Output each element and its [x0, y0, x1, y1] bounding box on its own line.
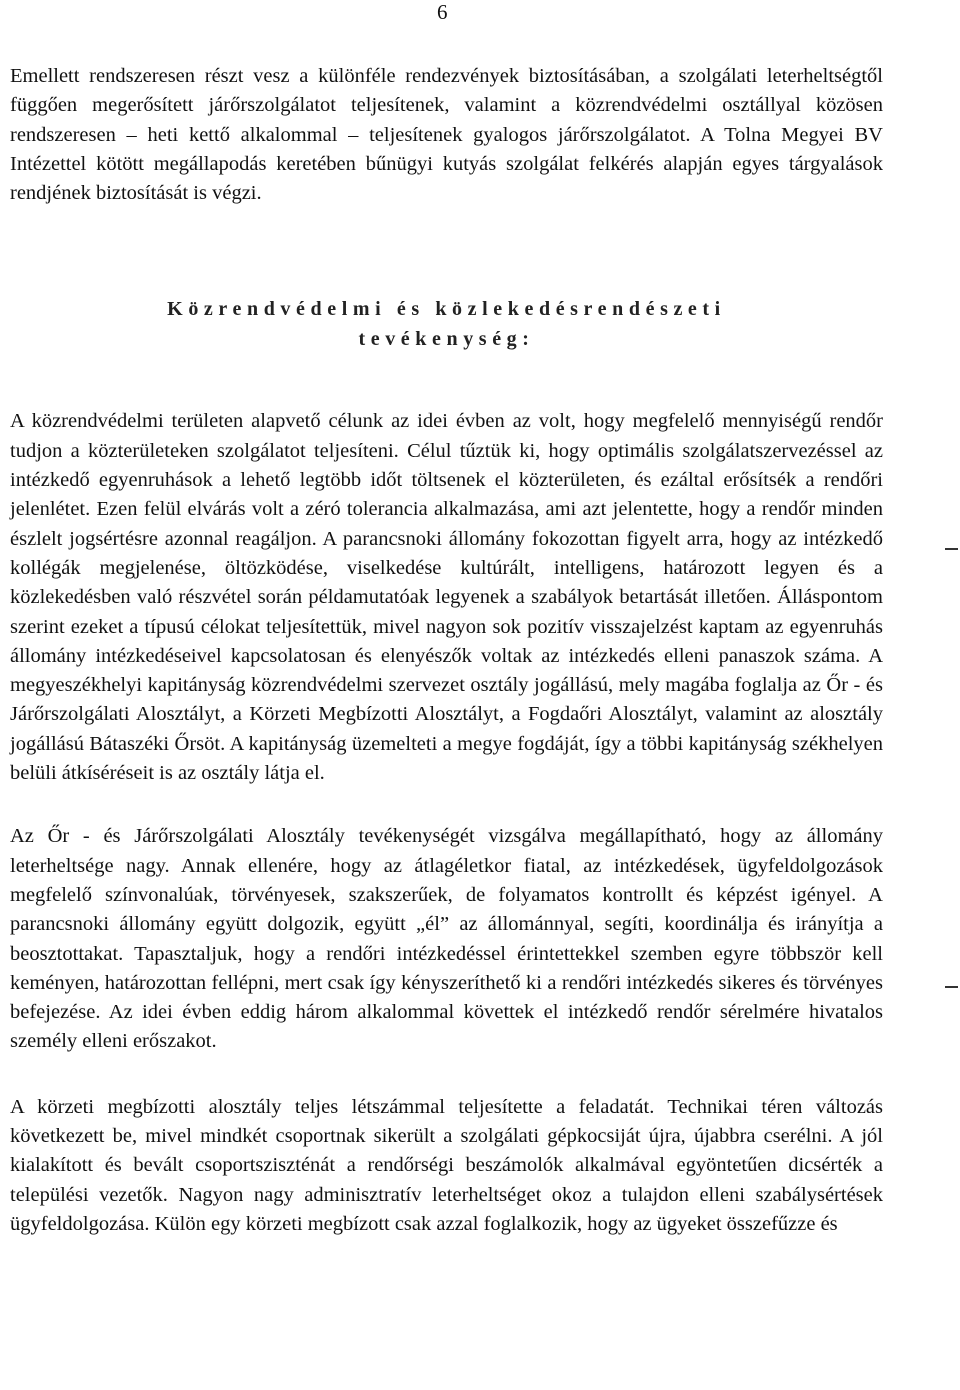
document-body — [10, 62, 883, 1239]
section-heading-line-2: tevékenység: — [358, 328, 535, 351]
section-heading-line-1: Közrendvédelmi és közlekedésrendészeti — [167, 298, 726, 321]
page-number: 6 — [437, 0, 448, 24]
paragraph-public-order-goals: A közrendvédelmi területen alapvető célunk az idei évben az volt, hogy megfelelő mennyiségű rendőr tudjon a közterületeken szolgálatot teljesíteni. Célul tűztük ki, hogy optimális szolgálatszervezéssel az intézkedő egyenruhások a lehető legtöbb időt töltsenek el közterületen, és ezáltal erősítsék a rendőri jelenlétet. Ezen felül elvárás volt a zéró tolerancia alkalmazása, ami azt jelentette, hogy a rendőr minden észlelt jogsértésre azonnal reagáljon. A parancsnoki állomány fokozottan figyelt arra, hogy az intézkedő kollégák megjelenése, öltözködése, viselkedése kultúrált, intelligens, határozott legyen és a közlekedésben való részvétel során példamutatóak legyenek a szabályok betartását illetően. Álláspontom szerint ezeket a típusú célokat teljesítettük, mivel nagyon sok pozitív visszajelzést kaptam az egyenruhás állomány intézkedéseivel kapcsolatosan és elenyészők voltak az intézkedés elleni panaszok száma. A megyeszékhelyi kapitányság közrendvédelmi szervezet osztály jogállású, mely magába foglalja az Őr - és Járőrszolgálati Alosztályt, a Körzeti Megbízotti Alosztályt, a Fogdaőri Alosztályt, valamint az alosztály jogállású Bátaszéki Őrsöt. A kapitányság üzemelteti a megye fogdáját, így a többi kapitányság székhelyen belüli átkíséréseit is az osztály látja el. — [10, 410, 883, 785]
margin-mark — [945, 548, 958, 550]
intro-paragraph: Emellett rendszeresen részt vesz a különféle rendezvények biztosításában, a szolgálati leterheltségtől függően megerősített járőrszolgálatot teljesítenek, valamint a közrendvédelmi osztállyal közösen rendszeresen – heti kettő alkalommal – teljesítenek gyalogos járőrszolgálatot. A Tolna Megyei BV Intézettel kötött megállapodás keretében bűnügyi kutyás szolgálat felkérés alapján egyes tárgyalások rendjének biztosítását is végzi. — [10, 65, 883, 205]
section-heading — [10, 294, 883, 354]
paragraph-district-officers: A körzeti megbízotti alosztály teljes létszámmal teljesítette a feladatát. Technikai téren változás következett be, mivel mindkét csoportnak sikerült a szolgálati gépkocsiját újra, újabbra cserélni. A jól kialakított és bevált csoportsziszténát a rendőrségi beszámolók alkalmával egyöntetűen dicsérték a települési vezetők. Nagyon nagy adminisztratív leterheltséget okoz a tulajdon elleni szabálysértések ügyfeldolgozása. Külön egy körzeti megbízott csak azzal foglalkozik, hogy az ügyeket összefűzze és — [10, 1095, 883, 1235]
margin-mark — [945, 986, 958, 988]
paragraph-patrol-subdivision: Az Őr - és Járőrszolgálati Alosztály tevékenységét vizsgálva megállapítható, hogy az állomány leterheltsége nagy. Annak ellenére, hogy az átlagéletkor fiatal, az intézkedések, ügyfeldolgozások megfelelő színvonalúak, törvényesek, szakszerűek, de folyamatos kontrollt és képzést igényel. A parancsnoki állomány együtt dolgozik, együtt „él” az állománnyal, segíti, koordinálja és irányítja a beosztottakat. Tapasztaljuk, hogy a rendőri intézkedéssel érintettekkel szemben egyre többször kell keményen, határozottan fellépni, mert csak így kényszeríthető ki a rendőri intézkedés sikeres és törvényes befejezése. Az idei évben eddig három alkalommal követtek el intézkedő rendőr sérelmére hivatalos személy elleni erőszakot. — [10, 825, 883, 1053]
